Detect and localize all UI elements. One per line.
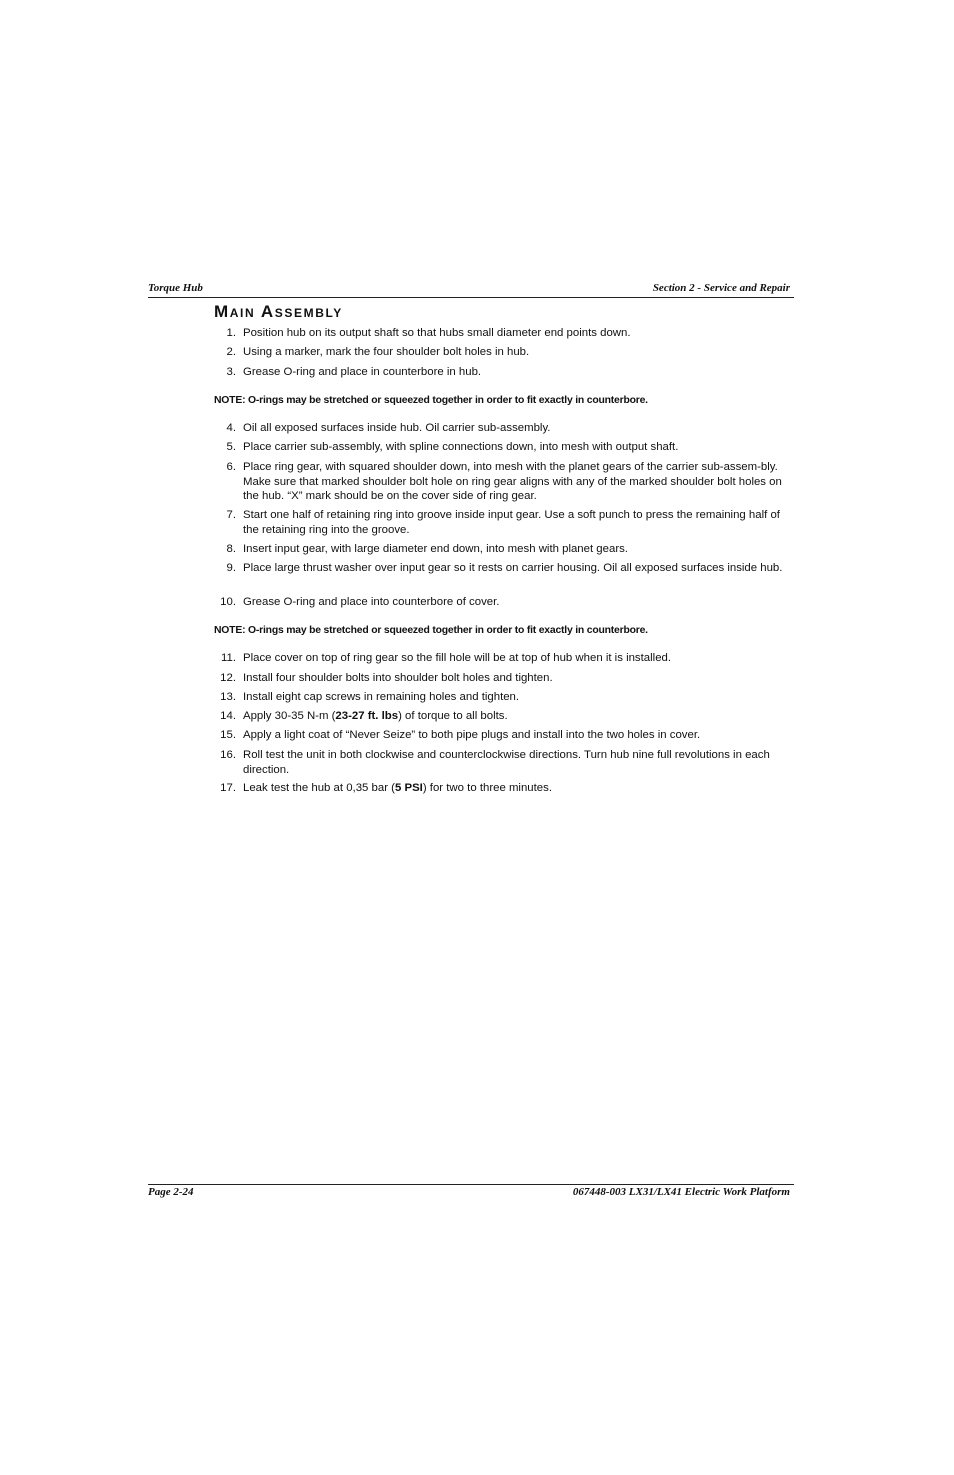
step-number: 7. xyxy=(226,509,236,521)
step-6 xyxy=(214,460,794,504)
step-number: 9. xyxy=(226,562,236,574)
header-left: Torque Hub xyxy=(148,282,203,294)
step-13 xyxy=(214,690,794,705)
step-text-part: ) of torque to all bolts. xyxy=(398,710,508,722)
note-1: NOTE: O-rings may be stretched or squeezed together in order to fit exactly in counterbore. xyxy=(214,395,648,406)
step-number: 2. xyxy=(226,346,236,358)
step-text xyxy=(243,709,794,724)
step-11 xyxy=(214,651,794,666)
step-14 xyxy=(214,709,794,724)
step-number: 3. xyxy=(226,366,236,378)
step-17 xyxy=(214,781,794,796)
step-12 xyxy=(214,671,794,686)
torque-value: 23-27 ft. lbs xyxy=(335,710,399,722)
step-number: 6. xyxy=(226,461,236,473)
step-text: Apply a light coat of “Never Seize” to both pipe plugs and install into the two holes in cover. xyxy=(243,729,701,741)
step-number: 14. xyxy=(220,710,236,722)
footer-right: 067448-003 LX31/LX41 Electric Work Platform xyxy=(572,1186,790,1198)
step-text: Grease O-ring and place in counterbore in hub. xyxy=(243,366,482,378)
footer-rule xyxy=(148,1184,794,1185)
step-text: Insert input gear, with large diameter end down, into mesh with planet gears. xyxy=(243,543,628,555)
step-number: 16. xyxy=(220,749,236,761)
step-text: Oil all exposed surfaces inside hub. Oil carrier sub-assembly. xyxy=(243,422,551,434)
step-9 xyxy=(214,561,794,576)
step-text: Position hub on its output shaft so that hubs small diameter end points down. xyxy=(243,327,631,339)
step-text: Place cover on top of ring gear so the fill hole will be at top of hub when it is installed. xyxy=(243,652,672,664)
step-number: 12. xyxy=(220,672,236,684)
step-text: Place ring gear, with squared shoulder down, into mesh with the planet gears of the carrier sub-assem-bly. Make sure that marked shoulder bolt hole on ring gear aligns with any of the marked shoulder bolt holes on the hub. “X” mark should be on the cover side of ring gear. xyxy=(243,461,782,503)
step-number: 15. xyxy=(220,729,236,741)
step-number: 8. xyxy=(226,543,236,555)
step-number: 11. xyxy=(221,652,236,664)
header-rule xyxy=(148,297,794,298)
step-text: Place large thrust washer over input gear so it rests on carrier housing. Oil all exposed surfaces inside hub. xyxy=(243,562,783,574)
step-text: Install eight cap screws in remaining holes and tighten. xyxy=(243,691,520,703)
step-7 xyxy=(214,508,794,537)
step-number: 17. xyxy=(220,782,236,794)
header-right: Section 2 - Service and Repair xyxy=(652,282,790,294)
step-1 xyxy=(214,326,794,341)
step-text: Place carrier sub-assembly, with spline connections down, into mesh with output shaft. xyxy=(243,441,679,453)
step-text-part: ) for two to three minutes. xyxy=(422,782,552,794)
step-5 xyxy=(214,440,794,455)
step-number: 1. xyxy=(226,327,236,339)
step-text: Roll test the unit in both clockwise and counterclockwise directions. Turn hub nine full revolutions in each direction. xyxy=(243,749,770,776)
step-3 xyxy=(214,365,794,380)
step-15 xyxy=(214,728,794,743)
step-8 xyxy=(214,542,794,557)
footer-left: Page 2-24 xyxy=(148,1186,194,1198)
step-number: 5. xyxy=(226,441,236,453)
step-number: 10. xyxy=(220,596,236,608)
step-text-part: Leak test the hub at 0,35 bar ( xyxy=(243,782,395,794)
step-text: Start one half of retaining ring into groove inside input gear. Use a soft punch to press the remaining half of the retaining ring into the groove. xyxy=(243,509,780,536)
step-10 xyxy=(214,595,794,610)
step-16 xyxy=(214,748,794,777)
step-number: 4. xyxy=(226,422,236,434)
step-4 xyxy=(214,421,794,436)
step-text: Grease O-ring and place into counterbore of cover. xyxy=(243,596,500,608)
step-number: 13. xyxy=(220,691,236,703)
step-text xyxy=(243,781,794,796)
note-2: NOTE: O-rings may be stretched or squeezed together in order to fit exactly in counterbore. xyxy=(214,625,648,636)
step-text-part: Apply 30-35 N-m ( xyxy=(243,710,336,722)
step-text: Install four shoulder bolts into shoulder bolt holes and tighten. xyxy=(243,672,553,684)
section-title: Main Assembly xyxy=(214,302,343,321)
step-2 xyxy=(214,345,794,360)
step-text: Using a marker, mark the four shoulder bolt holes in hub. xyxy=(243,346,530,358)
pressure-value: 5 PSI xyxy=(394,782,423,794)
